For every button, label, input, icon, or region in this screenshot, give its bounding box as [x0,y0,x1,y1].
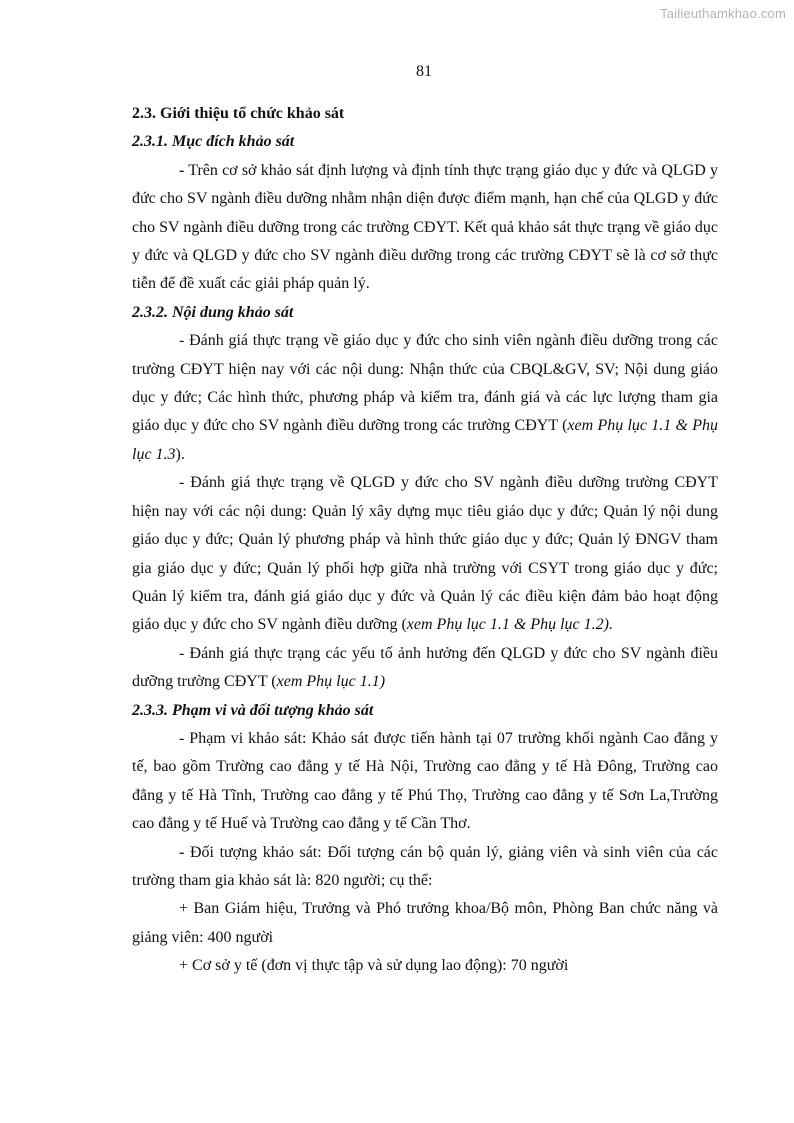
paragraph-content-2-text: - Đánh giá thực trạng về QLGD y đức cho SV ngành điều dưỡng trường CĐYT hiện nay với các nội dung: Quản lý xây dựng mục tiêu giáo dục y đức; Quản lý nội dung giáo dục y đức; Quản lý phương pháp và hình thức giáo dục y đức; Quản lý ĐNGV tham gia giáo dục y đức; Quản lý phối hợp giữa nhà trường với CSYT trong giáo dục y đức; Quản lý kiểm tra, đánh giá giáo dục y đức và Quản lý các điều kiện đảm bảo hoạt động giáo dục y đức cho SV ngành điều dưỡng ( [132,474,718,634]
bullet-dash: - [179,843,185,861]
page-number: 81 [416,63,432,80]
appendix-ref: xem Phụ lục 1.1) [276,673,386,691]
paragraph-purpose-text: Trên cơ sở khảo sát định lượng và định tính thực trạng giáo dục y đức và QLGD y đức cho SV ngành điều dưỡng nhằm nhận diện được điểm mạnh, hạn chế của QLGD y đức cho SV ngành điều dưỡng trong các trường CĐYT. Kết quả khảo sát thực trạng về giáo dục y đức và QLGD y đức cho SV ngành điều dưỡng trong các trường CĐYT sẽ là cơ sở thực tiễn để đề xuất các giải pháp quản lý. [132,161,718,293]
bullet-dash: - [179,161,185,179]
appendix-ref: xem Phụ lục 1.1 & Phụ lục 1.2). [406,616,613,634]
paragraph-content-3-text: - Đánh giá thực trạng các yếu tố ảnh hưởng đến QLGD y đức cho SV ngành điều dưỡng trường CĐYT ( [132,644,718,691]
paragraph-purpose [132,157,718,299]
section-2-3-2-heading: 2.3.2. Nội dung khảo sát [132,303,294,321]
paragraph-content-3 [132,640,718,697]
list-item-board: + Ban Giám hiệu, Trưởng và Phó trưởng khoa/Bộ môn, Phòng Ban chức năng và giảng viên: 400 người [132,900,718,946]
list-item-health-facility: + Cơ sở y tế (đơn vị thực tập và sử dụng lao động): 70 người [179,957,569,975]
paragraph-content-1-end: ). [175,445,185,463]
watermark: Tailieuthamkhao.com [660,6,786,21]
paragraph-content-1-text: - Đánh giá thực trạng về giáo dục y đức cho sinh viên ngành điều dưỡng trong các trường CĐYT hiện nay với các nội dung: Nhận thức của CBQL&GV, SV; Nội dung giáo dục y đức; Các hình thức, phương pháp và kiểm tra, đánh giá và các lực lượng tham gia giáo dục y đức cho SV ngành điều dưỡng trong các trường CĐYT ( [132,332,718,435]
paragraph-content-1 [132,327,718,469]
paragraph-content-2 [132,469,718,639]
paragraph-subjects [132,839,718,896]
appendix-ref: xem Phụ lục 1.1 & Phụ lục 1.3 [132,417,719,463]
paragraph-scope: - Phạm vi khảo sát: Khảo sát được tiến hành tại 07 trường khối ngành Cao đẳng y tế, bao gồm Trường cao đẳng y tế Hà Nội, Trường cao đẳng y tế Hà Đông, Trường cao đẳng y tế Hà Tĩnh, Trường cao đẳng y tế Phú Thọ, Trường cao đẳng y tế Sơn La,Trường cao đẳng y tế Huế và Trường cao đẳng y tế Cần Thơ. [132,729,718,833]
paragraph-subjects-text: Đối tượng khảo sát: Đối tượng cán bộ quản lý, giảng viên và sinh viên của các trường tham gia khảo sát là: 820 người; cụ thể: [132,843,718,889]
section-2-3-heading: 2.3. Giới thiệu tổ chức khảo sát [132,105,345,122]
section-2-3-1-heading: 2.3.1. Mục đích khảo sát [132,133,295,151]
section-2-3-3-heading: 2.3.3. Phạm vi và đối tượng khảo sát [132,701,374,719]
document-body [132,100,718,981]
